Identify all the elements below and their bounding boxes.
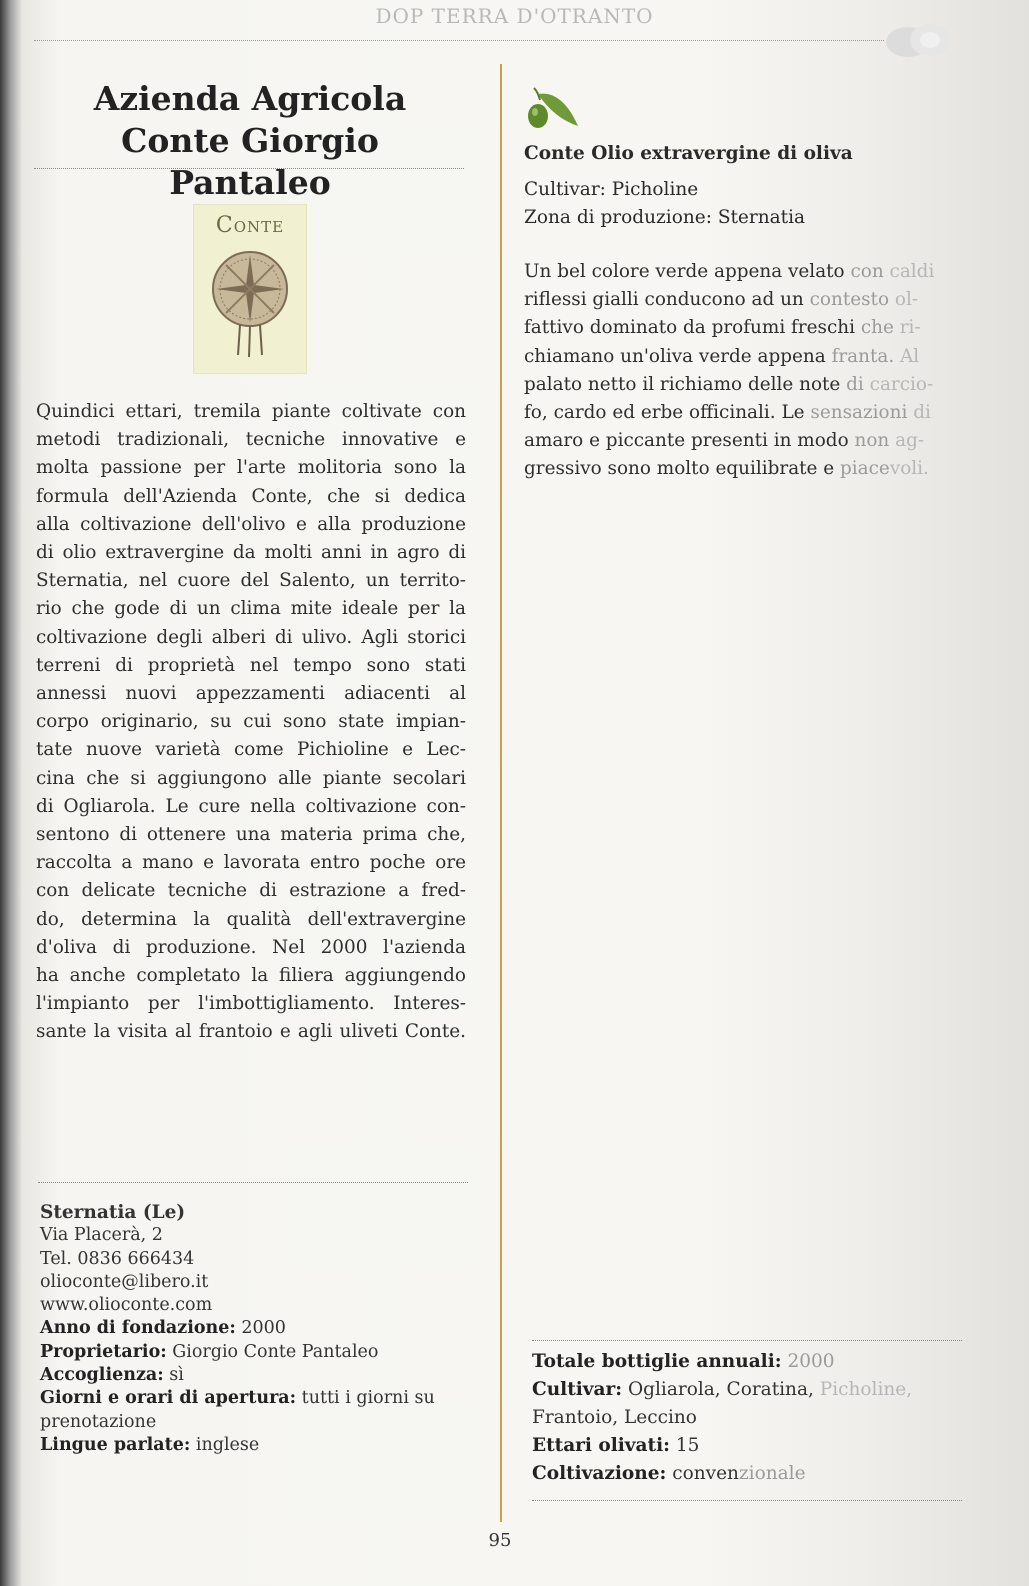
text-seg: carcio-: [869, 373, 934, 395]
text-line: [524, 343, 962, 371]
text-line: Sternatia, nel cuore del Salento, un territo-: [36, 570, 466, 592]
company-contact-info: [40, 1201, 480, 1457]
page-number: 95: [488, 1530, 512, 1551]
text-seg: piace: [840, 458, 890, 480]
text-seg: franta.: [831, 345, 901, 367]
product-name: Conte Olio extravergine di oliva: [524, 143, 853, 164]
company-title: [40, 78, 460, 204]
text-line: cina che si aggiungono alle piante secolari: [36, 767, 466, 789]
hours-label: Giorni e orari di apertura:: [40, 1388, 297, 1409]
cultivar-label: Cultivar:: [532, 1379, 623, 1400]
hectares-row: [532, 1432, 972, 1460]
column-divider: [500, 64, 502, 1522]
hours-value: tutti i giorni su: [296, 1388, 435, 1409]
company-description: [36, 398, 466, 1047]
info-rule-left: [38, 1182, 468, 1183]
text-line: Quindici ettari, tremila piante coltivate con: [36, 401, 466, 422]
farming-value-faded: zionale: [738, 1463, 806, 1484]
product-zone: Zona di produzione: Sternatia: [524, 207, 806, 228]
text-line: di olio extravergine da molti anni in agro di: [36, 542, 466, 564]
text-line: ha anche completato la filiera aggiungendo: [36, 965, 466, 987]
hours-row: [40, 1387, 480, 1410]
info-rule-right-top: [532, 1340, 962, 1341]
text-seg: gressivo sono molto equilibrate e: [524, 458, 841, 480]
product-details: [524, 176, 805, 232]
text-line: [524, 314, 962, 342]
founded-value: 2000: [235, 1318, 286, 1339]
languages-label: Lingue parlate:: [40, 1434, 191, 1455]
text-seg: ri-: [899, 317, 921, 339]
welcome-row: [40, 1364, 480, 1387]
title-line-2: Conte Giorgio Pantaleo: [121, 121, 379, 202]
owner-value: Giorgio Conte Pantaleo: [166, 1341, 379, 1362]
farming-label: Coltivazione:: [532, 1463, 667, 1484]
cultivar-row: [532, 1376, 972, 1404]
olive-icon: [524, 82, 580, 134]
cultivar-row-2: Frantoio, Leccino: [532, 1407, 697, 1428]
text-seg: chiamano un'oliva verde appena: [524, 345, 832, 367]
text-line: terreni di proprietà nel tempo sono stati: [36, 654, 466, 676]
text-seg: Un bel colore verde appena velato: [524, 261, 851, 282]
text-line: [524, 427, 962, 455]
text-line: alla coltivazione dell'olivo e alla produzione: [36, 513, 466, 535]
text-seg: di: [846, 373, 870, 395]
text-line: metodi tradizionali, tecniche innovative e: [36, 429, 466, 451]
text-seg: contesto: [809, 289, 895, 311]
text-line: rio che gode di un clima mite ideale per la: [36, 598, 466, 620]
logo-text: Conte: [215, 213, 285, 238]
text-line: annessi nuovi appezzamenti adiacenti al: [36, 683, 466, 705]
farming-row: [532, 1460, 972, 1488]
text-line: con delicate tecniche di estrazione a fred-: [36, 880, 466, 902]
website-link[interactable]: www.olioconte.com: [40, 1295, 213, 1316]
email-link[interactable]: olioconte@libero.it: [40, 1271, 209, 1292]
city: Sternatia (Le): [40, 1202, 186, 1223]
owner-label: Proprietario:: [40, 1341, 167, 1362]
owner-row: [40, 1341, 480, 1364]
tasting-notes: [524, 258, 962, 484]
title-rule: [34, 168, 464, 169]
olive-ornament-icon: [880, 20, 952, 62]
text-line: coltivazione degli alberi di ulivo. Agli storici: [36, 626, 466, 648]
text-seg: non: [854, 430, 896, 452]
text-seg: che: [860, 317, 900, 339]
product-cultivar: Cultivar: Picholine: [524, 179, 699, 200]
bottles-label: Totale bottiglie annuali:: [532, 1351, 782, 1372]
text-line: [524, 399, 962, 427]
text-seg: ol-: [894, 289, 919, 311]
cultivar-value-faded: Picholine,: [819, 1379, 913, 1400]
text-seg: di: [913, 402, 931, 424]
running-head: DOP TERRA D'OTRANTO: [375, 4, 654, 28]
text-line: l'impianto per l'imbottigliamento. Interes-: [36, 993, 466, 1015]
hours-row-2: prenotazione: [40, 1411, 157, 1432]
cultivar-value: Ogliarola, Coratina,: [622, 1379, 820, 1400]
bottles-row: [532, 1348, 972, 1376]
text-line: [524, 286, 962, 314]
text-seg: riflessi gialli conducono ad un: [524, 289, 810, 311]
text-seg: con: [850, 261, 890, 282]
text-seg: ag-: [895, 430, 925, 452]
languages-row: [40, 1434, 480, 1457]
text-line: di Ogliarola. Le cure nella coltivazione con-: [36, 795, 466, 817]
head-rule: [34, 40, 884, 41]
text-line: tate nuove varietà come Pichioline e Lec-: [36, 739, 466, 761]
text-seg: fattivo dominato da profumi freschi: [524, 317, 861, 339]
text-seg: sensazioni: [810, 402, 914, 424]
text-line: sentono di ottenere una materia prima che,: [36, 824, 466, 846]
phone: Tel. 0836 666434: [40, 1248, 195, 1269]
text-seg: voli.: [889, 458, 929, 480]
founded-row: [40, 1317, 480, 1340]
text-line: do, determina la qualità dell'extravergine: [36, 908, 466, 930]
text-line: corpo originario, su cui sono state impian-: [36, 711, 466, 733]
text-line: molta passione per l'arte molitoria sono la: [36, 457, 466, 479]
text-line: d'oliva di produzione. Nel 2000 l'azienda: [36, 936, 466, 958]
languages-value: inglese: [190, 1434, 260, 1455]
welcome-label: Accoglienza:: [40, 1365, 164, 1386]
text-line: sante la visita al frantoio e agli uliveti Conte.: [36, 1021, 466, 1043]
text-line: [524, 371, 962, 399]
text-line: formula dell'Azienda Conte, che si dedica: [36, 485, 466, 507]
farming-value: conven: [666, 1463, 739, 1484]
text-seg: caldi: [889, 261, 935, 282]
text-seg: palato netto il richiamo delle note: [524, 373, 847, 395]
production-info: [532, 1348, 972, 1488]
title-line-1: Azienda Agricola: [93, 79, 407, 118]
text-line: [524, 258, 962, 286]
bottles-value: 2000: [781, 1351, 835, 1372]
text-seg: amaro e piccante presenti in modo: [524, 430, 855, 452]
text-line: [524, 455, 962, 483]
welcome-value: sì: [163, 1365, 184, 1386]
hectares-value: 15: [669, 1435, 700, 1456]
logo-emblem-icon: [194, 205, 306, 373]
hectares-label: Ettari olivati:: [532, 1435, 670, 1456]
founded-label: Anno di fondazione:: [40, 1318, 236, 1339]
address: Via Placerà, 2: [40, 1225, 163, 1246]
conte-logo: [193, 204, 307, 374]
text-seg: fo, cardo ed erbe officinali. Le: [524, 402, 811, 424]
text-line: raccolta a mano e lavorata entro poche ore: [36, 852, 466, 874]
text-seg: Al: [900, 345, 920, 367]
info-rule-right-bottom: [532, 1500, 962, 1501]
